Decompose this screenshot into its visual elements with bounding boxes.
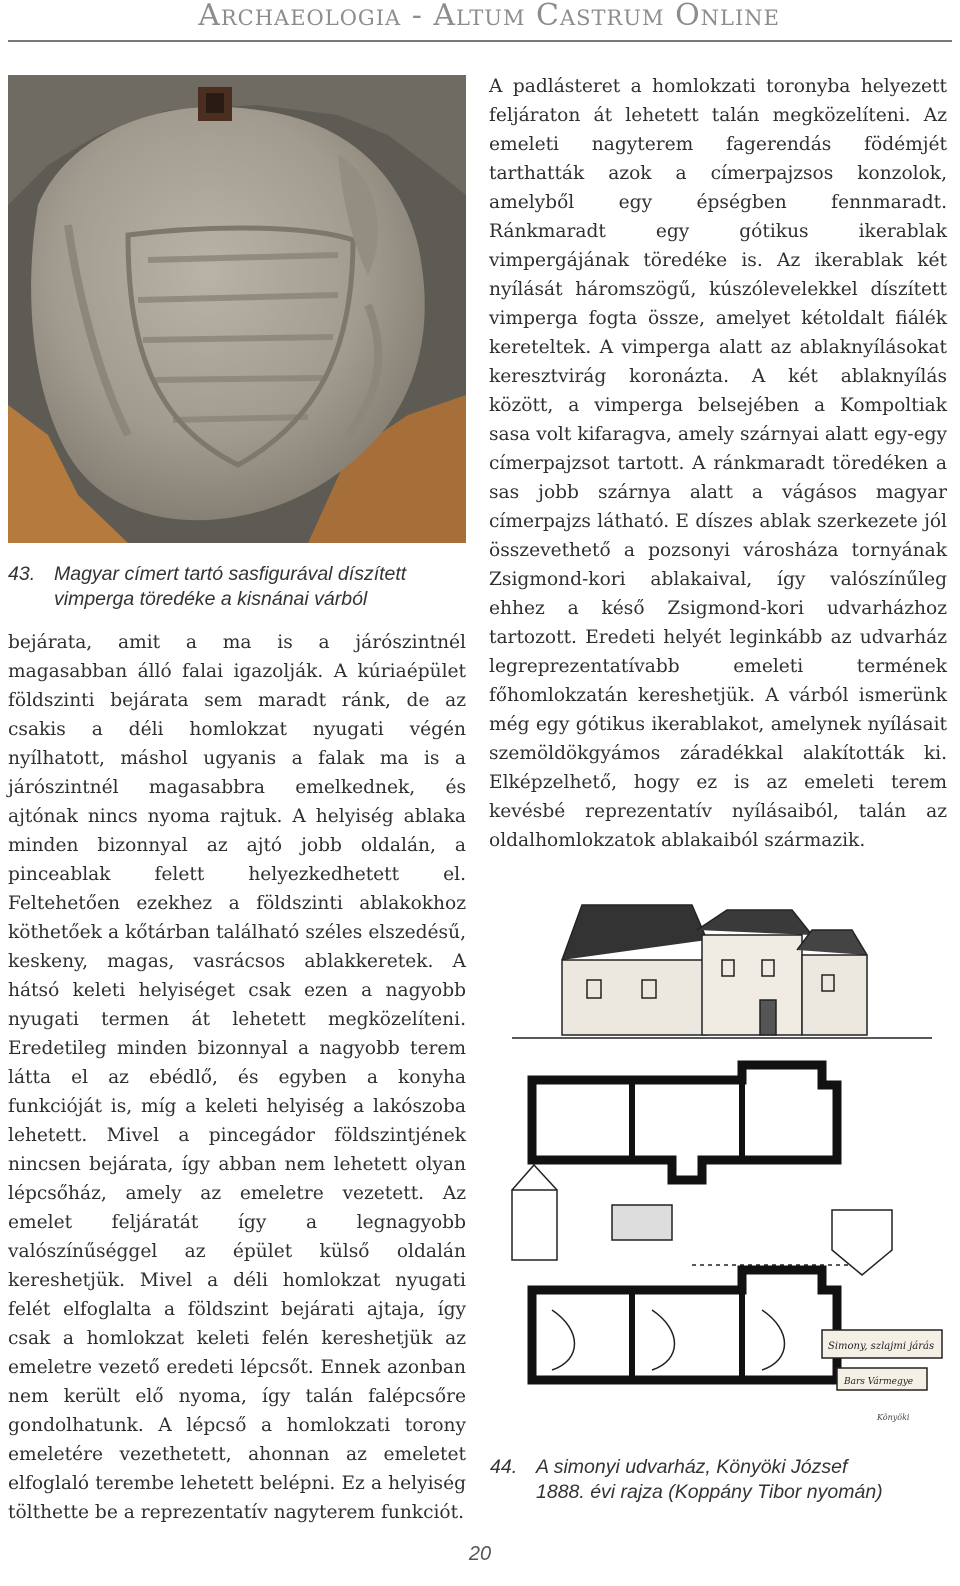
caption-line: Magyar címert tartó sasfigurával díszített (54, 563, 407, 585)
body-text-right-column: A padlásteret a homlokzati toronyba helyezett feljáraton át lehetett talán megközelíteni. Az emeleti nagyterem fagerendás födémjét tarthatták azok a címerpajzsos konzolok, amelyből egy épségben fennmaradt. Ránkmaradt egy gótikus ikerablak vimpergájának töredéke is. Az ikerablak két nyílását háromszögű, kúszólevelekkel díszített vimperga fogta össze, amelyet kétoldalt fiálék kereteltek. A vimperga alatt az ablaknyílásokat keresztvirág koronázta. A két ablaknyílás között, a vimperga belsejében a Kompoltiak sasa volt kifaragva, amely szárnyai alatt egy-egy címerpajzsot tartott. A ránkmaradt töredéken a sas jobb szárnya alatt a vágásos magyar címerpajzs látható. E díszes ablak szerkezete jól összevethető a pozsonyi városháza tornyának Zsigmond-kori ablakaival, így valószínűleg ehhez a késő Zsigmond-kori udvarházhoz tartozott. Eredeti helyét leginkább az udvarház legreprezentatívabb emeleti termének főhomlokzatán kereshetjük. A várból ismerünk még egy gótikus ikerablakot, amelynek nyílásait szemöldökgyámos záradékkal alakították ki. Elképzelhető, hogy ez is az emeleti terem kevésbé reprezentatív nyílásaiból, talán az oldalhomlokzatok ablakaiból származik. (489, 76, 947, 851)
stone-fragment-image (8, 75, 466, 543)
drawing-label-location: Simony, szlajmi járás (828, 1341, 935, 1352)
body-text-left-column: bejárata, amit a ma is a járószintnél magasabban álló falai igazolják. A kúriaépület földszinti bejárata sem maradt ránk, de az csakis a déli homlokzat nyugati végén nyílhatott, máshol ugyanis a falak ma is a járószintnél magasabbra emelkednek, és ajtónak nincs nyoma rajtuk. A helyiség ablaka minden bizonnyal az ajtó jobb oldalán, a pinceablak felett helyezkedhetett el. Feltehetően ezekhez a földszinti ablakokhoz köthetőek a kőtárban található széles elszedésű, keskeny, magas, vasrácsos ablakkeretek. A hátsó keleti helyiséget csak ezen a nagyobb nyugati termen át lehetett megközelíteni. Eredetileg minden bizonnyal a nagyobb terem látta el az ebédlő, és egyben a konyha funkcióját is, míg a keleti helyiség a lakószoba lehetett. Mivel a pincegádor földszintjének nincsen bejárata, így abban nem lehetett olyan lépcsőház, amely az emeletre vezetett. Az emelet feljáratát így a legnagyobb valószínűséggel az épület külső oldalán kereshetjük. Mivel a déli homlokzat nyugati felét elfoglalta a földszint bejárati ajtaja, így csak a homlokzat keleti felén kereshetjük az emeletre vezető eredeti lépcsőt. Ennek azonban nem került elő nyoma, így talán falépcsőre gondolhatunk. A lépcső a homlokzati torony emeletére vezethetett, ahonnan az emeletet elfoglaló terembe lehetett belépni. Ez a helyiség tölthette be a reprezentatív nagyterem funkciót. (8, 632, 466, 1523)
caption-line: A simonyi udvarház, Könyöki József (536, 1456, 848, 1478)
figure-43-caption (8, 562, 468, 612)
figure-44-caption (490, 1455, 950, 1505)
manor-house-drawing (492, 890, 948, 1438)
figure-number: 44. (490, 1456, 518, 1478)
figure-43-photo (8, 75, 466, 543)
caption-line: vimperga töredéke a kisnánai várból (54, 588, 368, 610)
journal-title: Archaeologia - Altum Castrum Online (198, 0, 780, 33)
caption-line: 1888. évi rajza (Koppány Tibor nyomán) (536, 1481, 883, 1503)
drawing-signature: Könyöki (877, 1413, 910, 1422)
drawing-label-county: Bars Vármegye (844, 1377, 914, 1387)
running-header (8, 0, 952, 42)
figure-44-drawing (492, 890, 948, 1438)
figure-number: 43. (8, 563, 36, 585)
page-number: 20 (468, 1543, 492, 1565)
